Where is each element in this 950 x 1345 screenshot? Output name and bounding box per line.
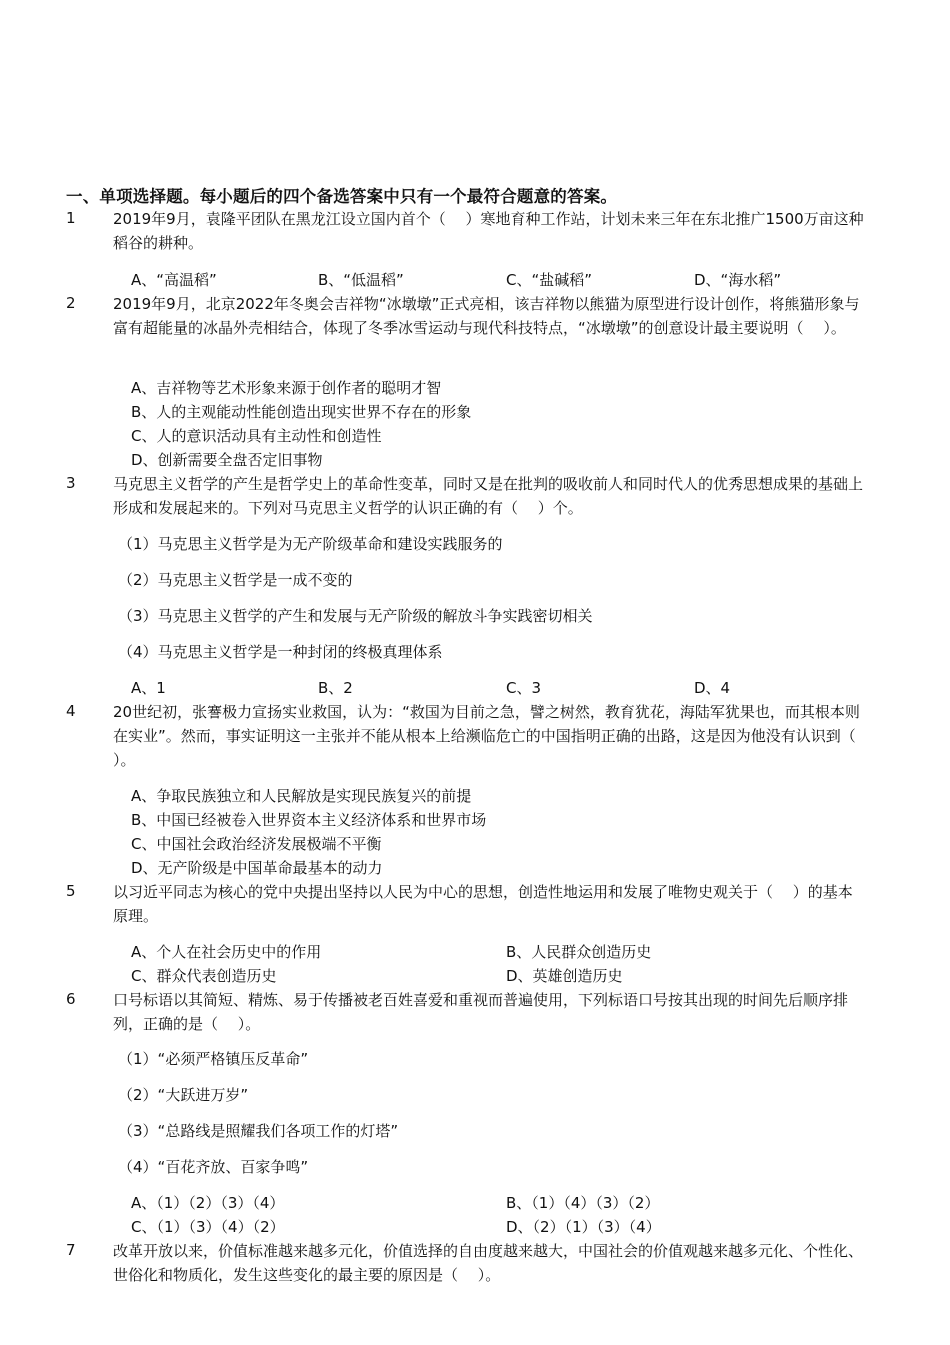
- question-text: 2019年9月，北京2022年冬奥会吉祥物“冰墩墩”正式亮相，该吉祥物以熊猫为原型进行设计创作，将熊猫形象与富有超能量的冰晶外壳相结合，体现了冬季冰雪运动与现代科技特点，“冰墩墩”的创意设计最主要说明（ ）。: [113, 295, 860, 337]
- option-d[interactable]: D、无产阶级是中国革命最基本的动力: [131, 859, 383, 877]
- question-number: 6: [66, 990, 76, 1008]
- option-c[interactable]: C、人的意识活动具有主动性和创造性: [131, 427, 382, 445]
- question-text: 改革开放以来，价值标准越来越多元化，价值选择的自由度越来越大，中国社会的价值观越来越多元化、个性化、世俗化和物质化，发生这些变化的最主要的原因是（ ）。: [113, 1242, 864, 1284]
- option-b[interactable]: B、人的主观能动性能创造出现实世界不存在的形象: [131, 403, 472, 421]
- section-title: 一、单项选择题。每小题后的四个备选答案中只有一个最符合题意的答案。: [66, 187, 618, 206]
- option-a[interactable]: A、1: [131, 679, 166, 697]
- option-c[interactable]: C、（1）（3）（4）（2）: [131, 1218, 285, 1236]
- option-c[interactable]: C、“盐碱稻”: [506, 271, 593, 289]
- option-a[interactable]: A、个人在社会历史中的作用: [131, 943, 322, 961]
- option-a[interactable]: A、“高温稻”: [131, 271, 217, 289]
- option-b[interactable]: B、（1）（4）（3）（2）: [506, 1194, 660, 1212]
- statement-item: （4）“百花齐放、百家争鸣”: [118, 1158, 309, 1176]
- option-b[interactable]: B、中国已经被卷入世界资本主义经济体系和世界市场: [131, 811, 487, 829]
- question-number: 7: [66, 1241, 76, 1259]
- option-d[interactable]: D、4: [694, 679, 731, 697]
- question-number: 4: [66, 702, 76, 720]
- statement-item: （1）马克思主义哲学是为无产阶级革命和建设实践服务的: [118, 535, 503, 553]
- option-a[interactable]: A、（1）（2）（3）（4）: [131, 1194, 285, 1212]
- option-b[interactable]: B、“低温稻”: [318, 271, 404, 289]
- option-c[interactable]: C、群众代表创造历史: [131, 967, 277, 985]
- question-number: 3: [66, 474, 76, 492]
- question-number: 5: [66, 882, 76, 900]
- statement-item: （4）马克思主义哲学是一种封闭的终极真理体系: [118, 643, 443, 661]
- question-text: 20世纪初，张謇极力宣扬实业救国，认为：“救国为目前之急，譬之树然，教育犹花，海陆军犹果也，而其根本则在实业”。然而，事实证明这一主张并不能从根本上给濒临危亡的中国指明正确的出路，这是因为他没有认识到（ ）。: [113, 703, 876, 769]
- option-a[interactable]: A、争取民族独立和人民解放是实现民族复兴的前提: [131, 787, 472, 805]
- option-b[interactable]: B、人民群众创造历史: [506, 943, 652, 961]
- option-d[interactable]: D、英雄创造历史: [506, 967, 623, 985]
- option-d[interactable]: D、“海水稻”: [694, 271, 782, 289]
- statement-item: （3）“总路线是照耀我们各项工作的灯塔”: [118, 1122, 399, 1140]
- option-c[interactable]: C、中国社会政治经济发展极端不平衡: [131, 835, 382, 853]
- question-text: 以习近平同志为核心的党中央提出坚持以人民为中心的思想，创造性地运用和发展了唯物史观关于（ ）的基本原理。: [113, 883, 853, 925]
- option-d[interactable]: D、创新需要全盘否定旧事物: [131, 451, 323, 469]
- statement-item: （1）“必须严格镇压反革命”: [118, 1050, 309, 1068]
- option-a[interactable]: A、吉祥物等艺术形象来源于创作者的聪明才智: [131, 379, 442, 397]
- question-text: 2019年9月，袁隆平团队在黑龙江设立国内首个（ ）寒地育种工作站，计划未来三年在东北推广1500万亩这种稻谷的耕种。: [113, 210, 864, 252]
- question-text: 口号标语以其简短、精炼、易于传播被老百姓喜爱和重视而普遍使用，下列标语口号按其出现的时间先后顺序排列，正确的是（ ）。: [113, 991, 849, 1033]
- statement-item: （2）“大跃进万岁”: [118, 1086, 249, 1104]
- statement-item: （2）马克思主义哲学是一成不变的: [118, 571, 353, 589]
- option-c[interactable]: C、3: [506, 679, 542, 697]
- question-text: 马克思主义哲学的产生是哲学史上的革命性变革，同时又是在批判的吸收前人和同时代人的优秀思想成果的基础上形成和发展起来的。下列对马克思主义哲学的认识正确的有（ ）个。: [113, 475, 864, 517]
- question-number: 1: [66, 209, 76, 227]
- question-number: 2: [66, 294, 76, 312]
- option-d[interactable]: D、（2）（1）（3）（4）: [506, 1218, 661, 1236]
- statement-item: （3）马克思主义哲学的产生和发展与无产阶级的解放斗争实践密切相关: [118, 607, 593, 625]
- option-b[interactable]: B、2: [318, 679, 353, 697]
